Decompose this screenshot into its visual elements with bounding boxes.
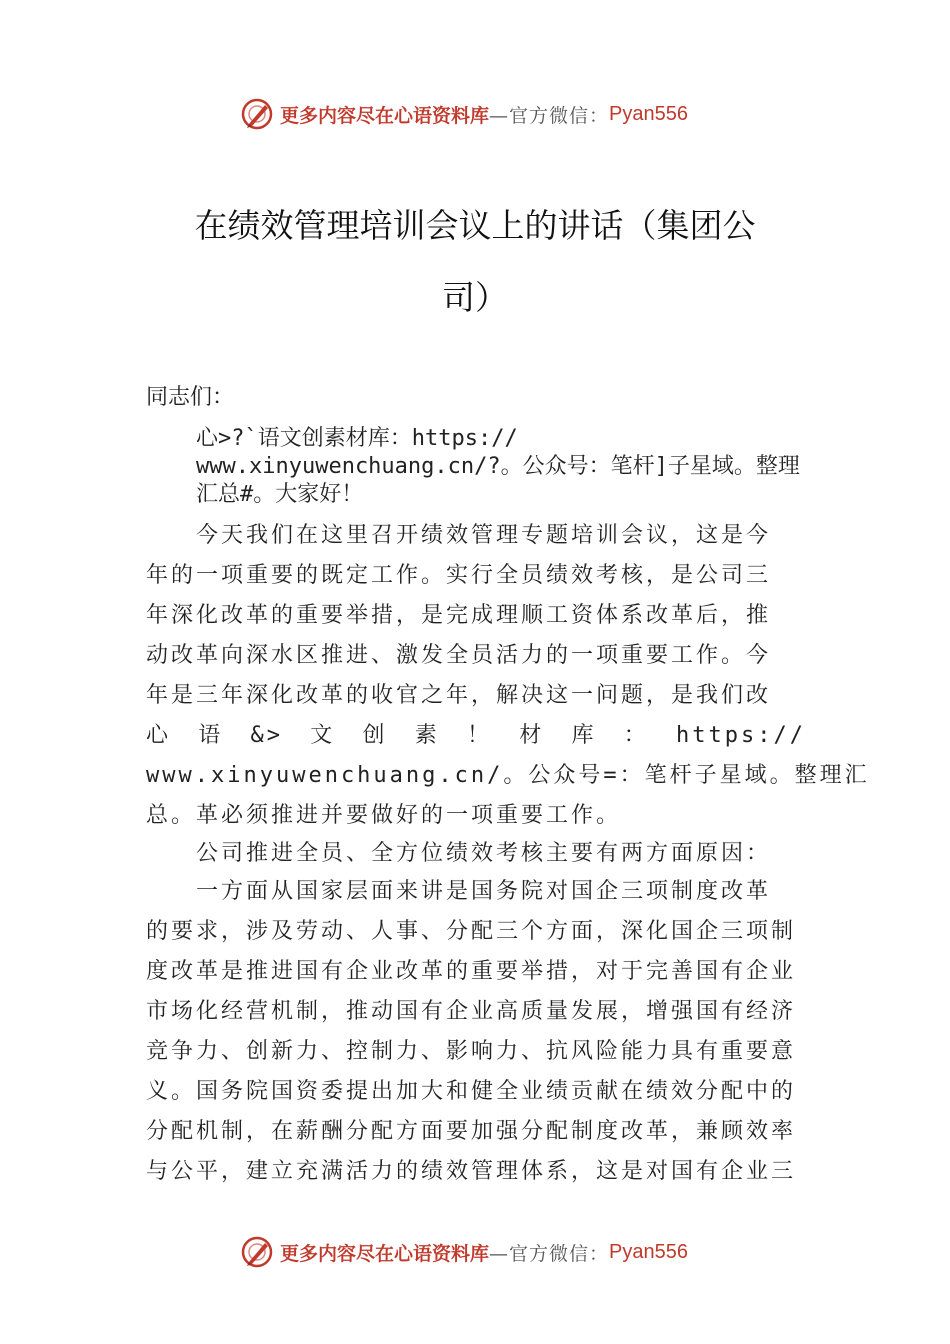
para3-line-4: 市场化经营机制，推动国有企业高质量发展，增强国有经济 [146,999,797,1024]
banner-lead-text: 更多内容尽在心语资料库 [280,1242,490,1265]
para1-line-6-part: 心 [146,723,172,748]
banner-lead-text: 更多内容尽在心语资料库 [280,104,490,127]
para3-line-8: 与公平，建立充满活力的绩效管理体系，这是对国有企业三 [146,1159,797,1184]
header-banner [0,95,950,135]
pen-logo-icon [240,97,274,131]
para3-line-5: 竞争力、创新力、控制力、影响力、抗风险能力具有重要意 [146,1039,797,1064]
para1-line-6-part: https:// [675,723,806,748]
para3-line-1: 一方面从国家层面来讲是国务院对国企三项制度改革 [196,879,772,904]
inserted-line-3: 汇总#。大家好！ [196,482,364,507]
para1-line-6-part: 创 [362,723,388,748]
inserted-line-2: www.xinyuwenchuang.cn/?。公众号：笔杆]子星域。整理 [196,454,800,479]
para1-line-1: 今天我们在这里召开绩效管理专题培训会议，这是今 [196,523,772,548]
para1-line-2: 年的一项重要的既定工作。实行全员绩效考核，是公司三 [146,563,772,588]
inserted-line-1: 心>?`语文创素材库：https:// [196,426,518,451]
paragraph-2 [146,834,806,874]
para3-line-7: 分配机制，在薪酬分配方面要加强分配制度改革，兼顾效率 [146,1119,797,1144]
para1-line-6 [146,716,806,756]
para1-line-5: 年是三年深化改革的收官之年，解决这一问题，是我们改 [146,683,772,708]
paragraph-3 [146,872,806,1192]
para1-line-7: www.xinyuwenchuang.cn/。公众号=：笔杆子星域。整理汇 [146,763,870,788]
banner-wechat-id: Pyan556 [609,1240,688,1263]
para1-line-6-part: ！ [466,723,492,748]
para1-line-3: 年深化改革的重要举措，是完成理顺工资体系改革后，推 [146,603,772,628]
greeting: 同志们： [146,385,235,410]
paragraph-1 [146,516,870,836]
para1-line-6-part: 文 [310,723,336,748]
para1-line-8: 总。革必须推进并要做好的一项重要工作。 [146,803,622,828]
title-line-1: 在绩效管理培训会议上的讲话（集团公 [194,206,756,245]
para1-line-6-part: ： [623,723,649,748]
para3-line-2: 的要求，涉及劳动、人事、分配三个方面，深化国企三项制 [146,919,797,944]
para2-line-1: 公司推进全员、全方位绩效考核主要有两方面原因： [196,841,772,866]
para1-line-6-part: 库 [571,723,597,748]
para1-line-4: 动改革向深水区推进、激发全员活力的一项重要工作。今 [146,643,772,668]
para1-line-6-part: 素 [414,723,440,748]
para1-line-6-part: &> [250,723,283,748]
banner-middle-text: —官方微信： [489,1242,610,1265]
para1-line-6-part: 语 [198,723,224,748]
para3-line-6: 义。国务院国资委提出加大和健全业绩贡献在绩效分配中的 [146,1079,797,1104]
pen-logo-icon [240,1235,274,1269]
footer-banner [0,1233,950,1273]
para1-line-6-part: 材 [519,723,545,748]
para3-line-3: 度改革是推进国有企业改革的重要举措，对于完善国有企业 [146,959,797,984]
banner-wechat-id: Pyan556 [609,102,688,125]
banner-middle-text: —官方微信： [489,104,610,127]
document-title [150,190,800,334]
inserted-text-block [196,425,896,509]
title-line-2: 司） [442,278,508,317]
